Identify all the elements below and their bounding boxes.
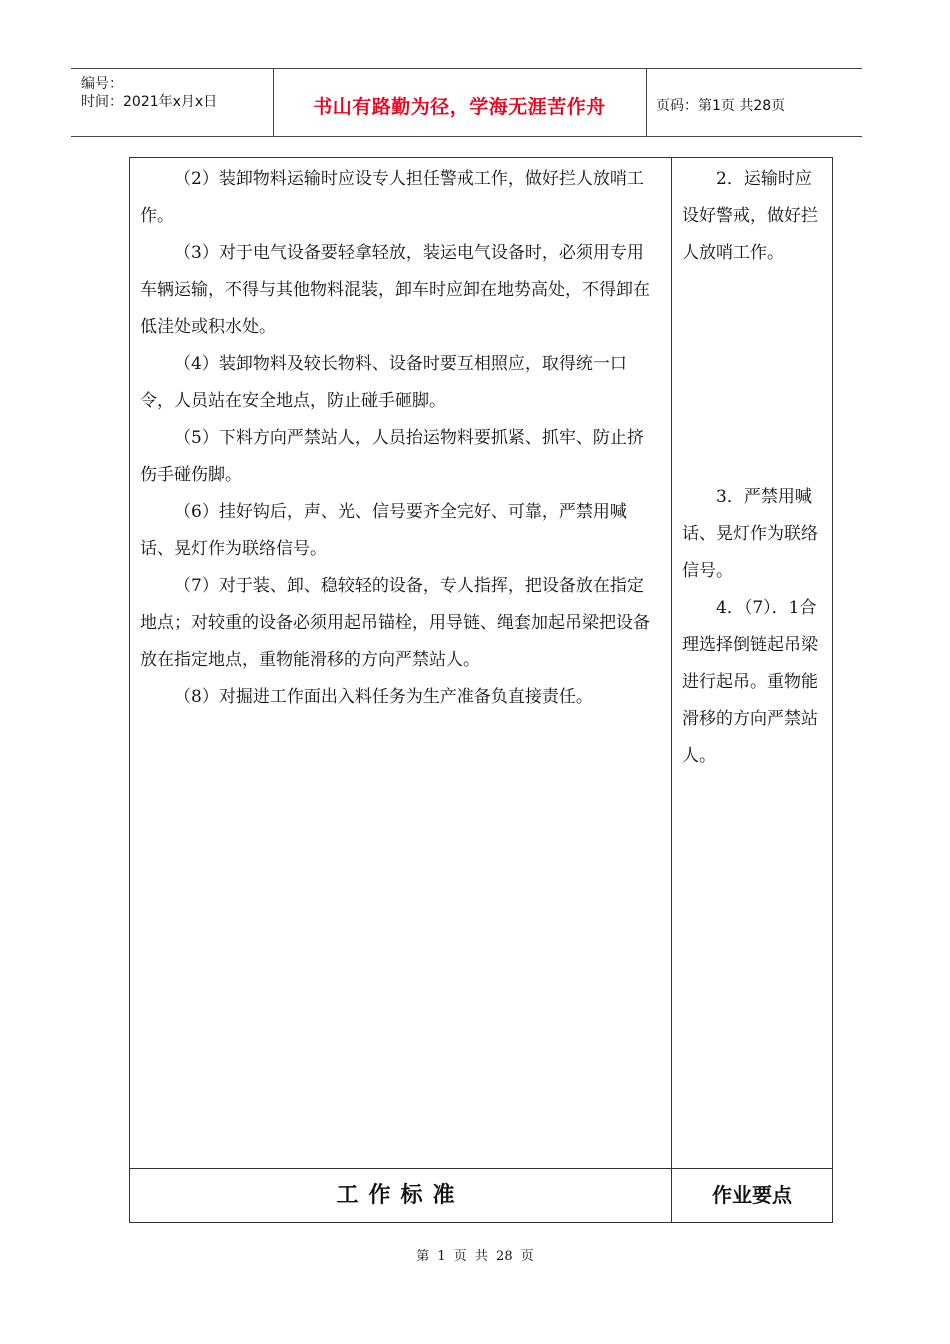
content-table [129,157,833,1223]
work-standard-column [140,161,660,716]
paragraph-3: （3）对于电气设备要轻拿轻放，装运电气设备时，必须用专用车辆运输，不得与其他物料混装，卸车时应卸在地势高处，不得卸在低洼处或积水处。 [140,243,650,337]
column-divider [671,158,672,1222]
header-meta-cell [71,69,274,136]
paragraph-8: （8）对掘进工作面出入料任务为生产准备负直接责任。 [174,687,593,707]
paragraph-7: （7）对于装、卸、稳较轻的设备，专人指挥，把设备放在指定地点；对较重的设备必须用起吊锚栓，用导链、绳套加起吊梁把设备放在指定地点，重物能滑移的方向严禁站人。 [140,576,650,670]
key-point-4-text: 4．（7）．1合理选择倒链起吊梁进行起吊。重物能滑移的方向严禁站人。 [682,598,818,766]
motto-text: 书山有路勤为径，学海无涯苦作舟 [313,96,606,118]
paragraph-6: （6）挂好钩后，声、光、信号要齐全完好、可靠，严禁用喊话、晃灯作为联络信号。 [140,502,627,559]
time-label: 时间：2021年x月x日 [81,94,218,110]
document-header [71,68,862,137]
number-label: 编号： [81,76,123,92]
key-point-2-text: 2．运输时应设好警戒，做好拦人放哨工作。 [682,169,818,263]
header-motto-cell [273,69,647,136]
paragraph-5: （5）下料方向严禁站人，人员抬运物料要抓紧、抓牢、防止挤伤手碰伤脚。 [140,428,644,485]
page-code: 页码：第1页 共28页 [656,98,786,114]
key-point-2 [682,161,827,272]
key-point-3-4 [682,479,827,775]
work-standard-label: 工作标准 [336,1183,465,1208]
paragraph-4: （4）装卸物料及较长物料、设备时要互相照应，取得统一口令，人员站在安全地点，防止碰手砸脚。 [140,354,627,411]
paragraph-2: （2）装卸物料运输时应设专人担任警戒工作，做好拦人放哨工作。 [140,169,644,226]
header-page-cell [647,69,862,136]
key-points-label: 作业要点 [712,1183,792,1207]
key-point-3-text: 3．严禁用喊话、晃灯作为联络信号。 [682,487,818,581]
page-number-footer: 第 1 页 共 28 页 [416,1249,534,1264]
